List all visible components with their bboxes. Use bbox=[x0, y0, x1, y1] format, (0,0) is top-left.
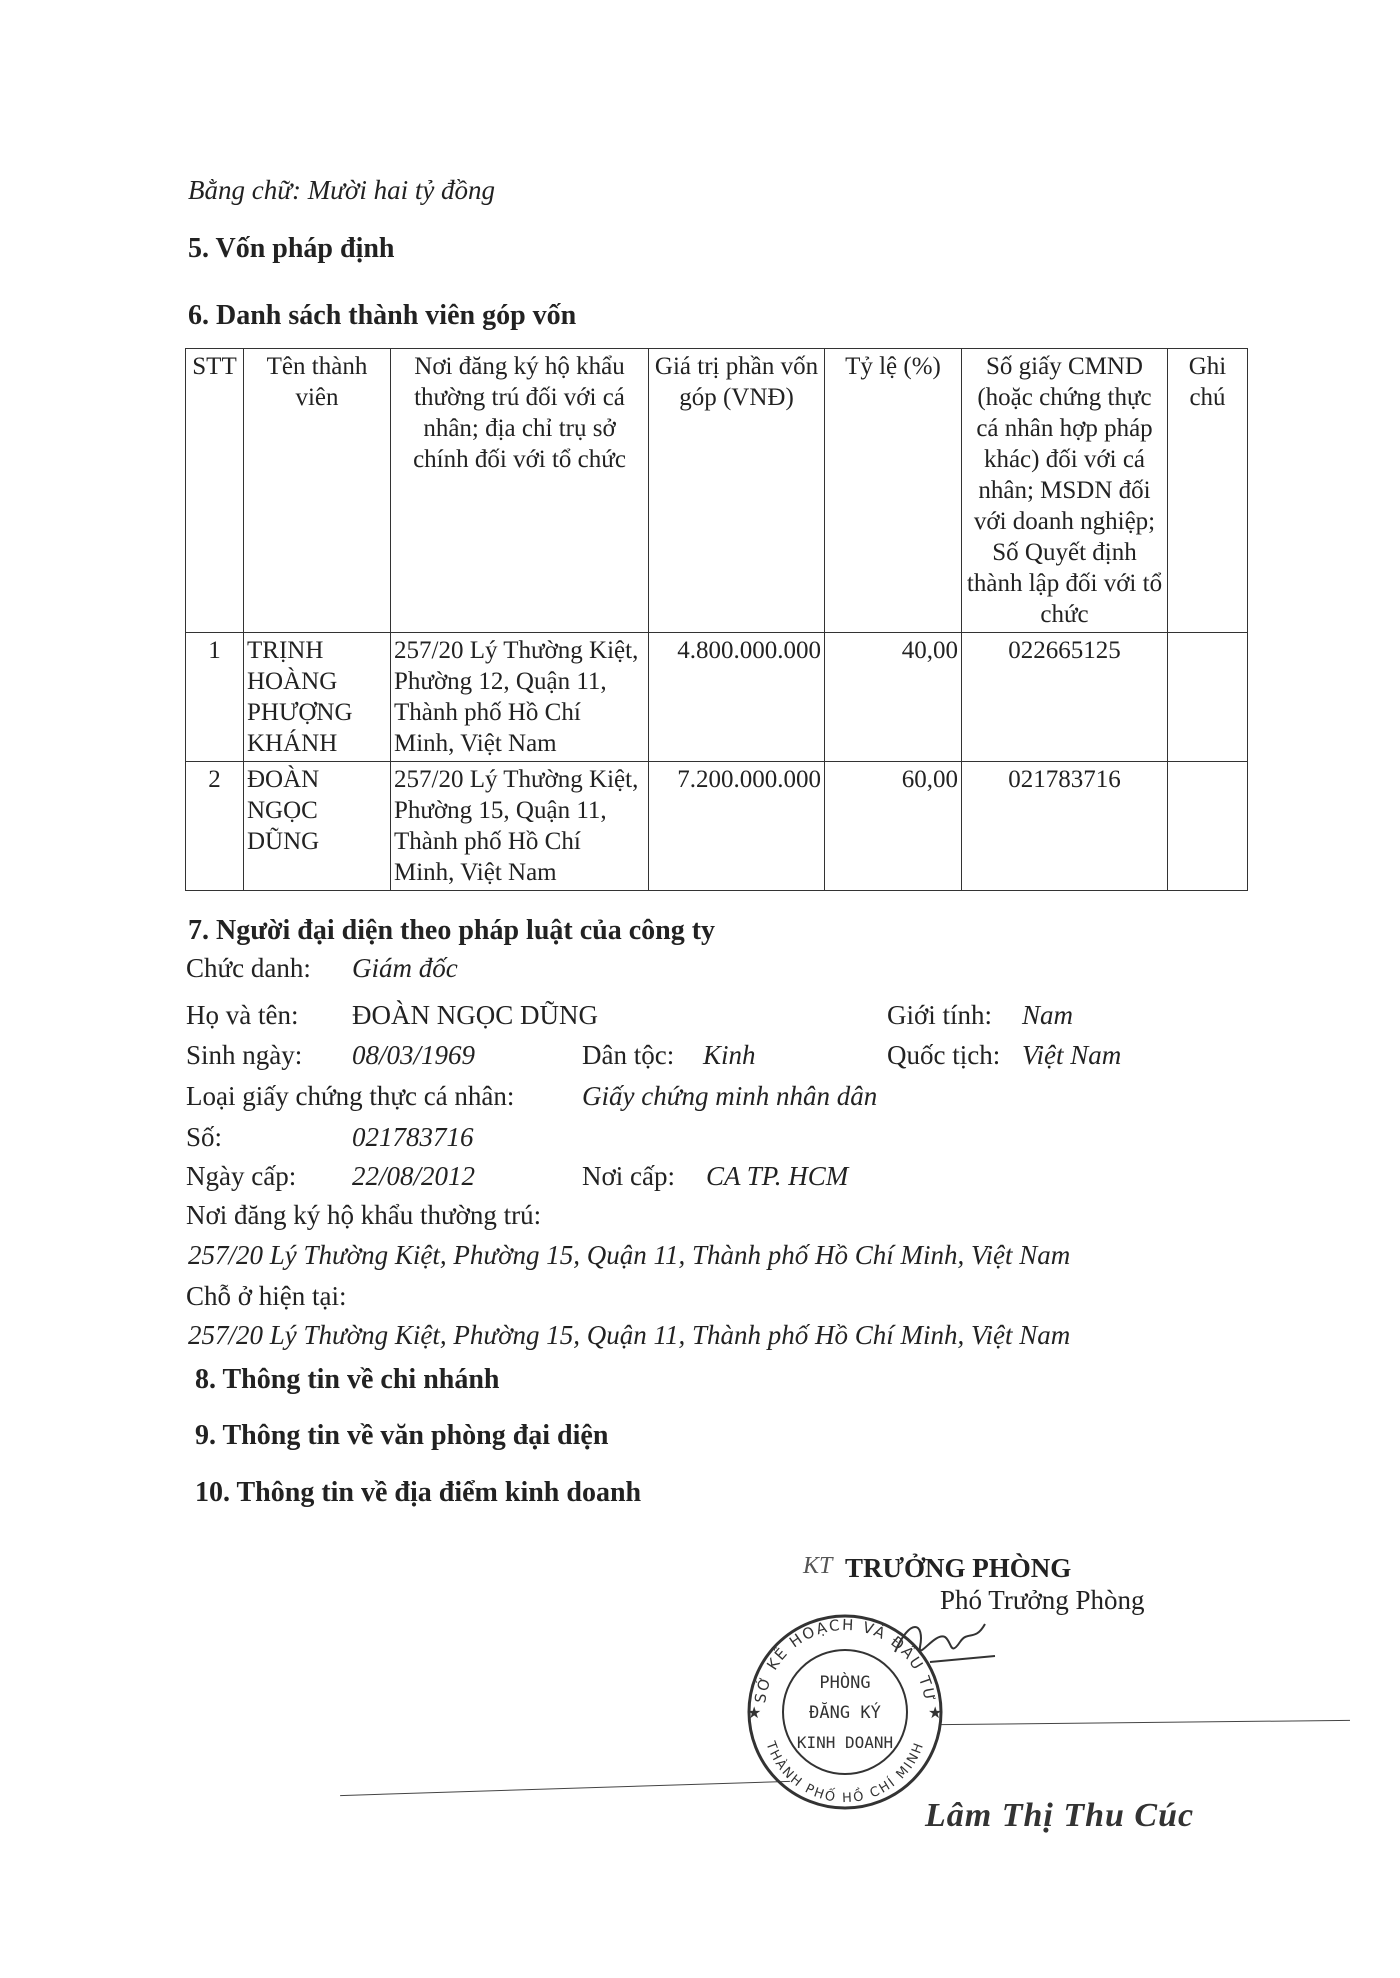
cell-name: TRỊNH HOÀNG PHƯỢNG KHÁNH bbox=[244, 633, 391, 762]
table-row bbox=[186, 762, 1248, 891]
issue-place-label: Nơi cấp: bbox=[582, 1161, 675, 1191]
stamp-line-1: PHÒNG bbox=[819, 1673, 871, 1693]
idtype-value: Giấy chứng minh nhân dân bbox=[582, 1081, 878, 1111]
title-label: Chức danh: bbox=[186, 953, 311, 983]
stamp-line-2: ĐĂNG KÝ bbox=[809, 1703, 881, 1723]
table-row bbox=[186, 633, 1248, 762]
section-8-heading: 8. Thông tin về chi nhánh bbox=[195, 1364, 500, 1395]
signature-title: TRƯỞNG PHÒNG bbox=[845, 1553, 1072, 1583]
ethnicity-label: Dân tộc: bbox=[582, 1040, 675, 1070]
signer-name: Lâm Thị Thu Cúc bbox=[925, 1797, 1195, 1834]
signature-line-right bbox=[940, 1720, 1350, 1725]
section-9-heading: 9. Thông tin về văn phòng đại diện bbox=[195, 1420, 609, 1451]
issue-date-label: Ngày cấp: bbox=[186, 1161, 297, 1191]
cell-address: 257/20 Lý Thường Kiệt, Phường 12, Quận 11, Thành phố Hồ Chí Minh, Việt Nam bbox=[391, 633, 649, 762]
title-value: Giám đốc bbox=[352, 953, 458, 983]
number-label: Số: bbox=[186, 1122, 223, 1152]
section-7-heading: 7. Người đại diện theo pháp luật của công ty bbox=[188, 915, 716, 946]
current-address-value: 257/20 Lý Thường Kiệt, Phường 15, Quận 11, Thành phố Hồ Chí Minh, Việt Nam bbox=[188, 1320, 1071, 1350]
stamp-star-right: ★ bbox=[928, 1703, 943, 1722]
residence-value: 257/20 Lý Thường Kiệt, Phường 15, Quận 11, Thành phố Hồ Chí Minh, Việt Nam bbox=[188, 1240, 1071, 1270]
cell-ratio: 60,00 bbox=[825, 762, 962, 891]
section-5-heading: 5. Vốn pháp định bbox=[188, 233, 395, 264]
stamp-outer-top: SỞ KẾ HOẠCH VÀ ĐẦU TƯ bbox=[751, 1615, 939, 1705]
cell-ratio: 40,00 bbox=[825, 633, 962, 762]
cell-name: ĐOÀN NGỌC DŨNG bbox=[244, 762, 391, 891]
cell-stt: 2 bbox=[186, 762, 244, 891]
issue-date-value: 22/08/2012 bbox=[352, 1161, 476, 1191]
stamp-star-left: ★ bbox=[747, 1703, 762, 1722]
residence-label: Nơi đăng ký hộ khẩu thường trú: bbox=[186, 1200, 542, 1230]
cell-id: 021783716 bbox=[962, 762, 1168, 891]
header-address: Nơi đăng ký hộ khẩu thường trú đối với cá nhân; địa chỉ trụ sở chính đối với tổ chức bbox=[391, 349, 649, 633]
stamp-line-3: KINH DOANH bbox=[796, 1733, 894, 1752]
members-table bbox=[185, 348, 1248, 891]
issue-place-value: CA TP. HCM bbox=[706, 1161, 849, 1191]
section-6-heading: 6. Danh sách thành viên góp vốn bbox=[188, 300, 577, 331]
cell-capital: 7.200.000.000 bbox=[649, 762, 825, 891]
capital-in-words: Bằng chữ: Mười hai tỷ đồng bbox=[188, 175, 496, 205]
number-value: 021783716 bbox=[352, 1122, 474, 1152]
cell-note bbox=[1168, 633, 1248, 762]
table-header-row bbox=[186, 349, 1248, 633]
ethnicity-value: Kinh bbox=[703, 1040, 756, 1070]
header-stt: STT bbox=[186, 349, 244, 633]
gender-value: Nam bbox=[1022, 1000, 1074, 1030]
section-10-heading: 10. Thông tin về địa điểm kinh doanh bbox=[195, 1477, 642, 1508]
gender-label: Giới tính: bbox=[887, 1000, 993, 1030]
stamp-outer-bottom: THÀNH PHỐ HỒ CHÍ MINH bbox=[762, 1739, 928, 1807]
header-name: Tên thành viên bbox=[244, 349, 391, 633]
header-ratio: Tỷ lệ (%) bbox=[825, 349, 962, 633]
cell-id: 022665125 bbox=[962, 633, 1168, 762]
header-capital: Giá trị phần vốn góp (VNĐ) bbox=[649, 349, 825, 633]
name-value: ĐOÀN NGỌC DŨNG bbox=[352, 1000, 598, 1030]
official-stamp bbox=[735, 1600, 955, 1820]
current-address-label: Chỗ ở hiện tại: bbox=[186, 1281, 347, 1311]
dob-value: 08/03/1969 bbox=[352, 1040, 476, 1070]
cell-capital: 4.800.000.000 bbox=[649, 633, 825, 762]
idtype-label: Loại giấy chứng thực cá nhân: bbox=[186, 1081, 515, 1111]
cell-address: 257/20 Lý Thường Kiệt, Phường 15, Quận 11, Thành phố Hồ Chí Minh, Việt Nam bbox=[391, 762, 649, 891]
dob-label: Sinh ngày: bbox=[186, 1040, 303, 1070]
signature-line-left bbox=[340, 1781, 790, 1796]
cell-note bbox=[1168, 762, 1248, 891]
header-id: Số giấy CMND (hoặc chứng thực cá nhân hợp pháp khác) đối với cá nhân; MSDN đối với doanh nghiệp; Số Quyết định thành lập đối với tổ chức bbox=[962, 349, 1168, 633]
nationality-label: Quốc tịch: bbox=[887, 1040, 1001, 1070]
kt-mark: KT bbox=[803, 1553, 833, 1579]
cell-stt: 1 bbox=[186, 633, 244, 762]
name-label: Họ và tên: bbox=[186, 1000, 299, 1030]
header-note: Ghi chú bbox=[1168, 349, 1248, 633]
nationality-value: Việt Nam bbox=[1022, 1040, 1122, 1070]
signature-subtitle: Phó Trưởng Phòng bbox=[940, 1585, 1145, 1615]
